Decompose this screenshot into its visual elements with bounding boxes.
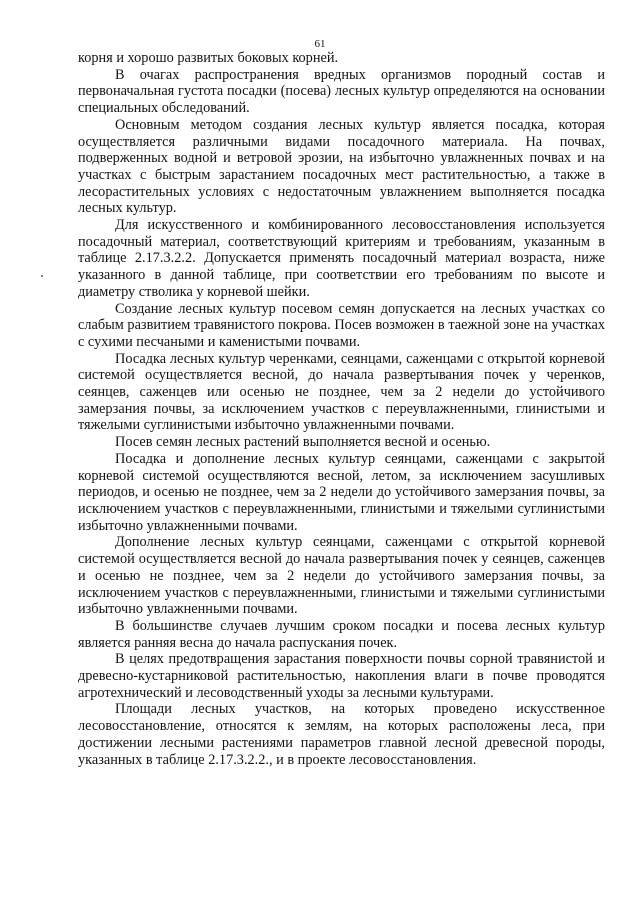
paragraph: Дополнение лесных культур сеянцами, саженцами с открытой корневой системой осуществляется весной до начала развертывания почек у сеянцев, саженцев и осенью не позднее, чем за 2 недели до устойчивого замерзания почвы, за исключением участков с переувлажненными, глинистыми и тяжелыми суглинистыми избыточно увлажненными почвами.	[78, 534, 605, 618]
paragraph: Площади лесных участков, на которых проведено искусственное лесовосстановление, относятся к землям, на которых расположены леса, при достижении лесными растениями параметров главной лесной древесной породы, указанных в таблице 2.17.3.2.2., и в проекте лесовосстановления.	[78, 701, 605, 768]
margin-mark	[41, 275, 43, 277]
paragraph: Основным методом создания лесных культур является посадка, которая осуществляется различными видами посадочного материала. На почвах, подверженных водной и ветровой эрозии, на избыточно увлажненных почвах и на участках с быстрым зарастанием посадочных мест растительностью, а также в лесорастительных условиях с недостаточным увлажнением выполняется посадка лесных культур.	[78, 116, 605, 217]
paragraph: В целях предотвращения зарастания поверхности почвы сорной травянистой и древесно-кустарниковой растительностью, накопления влаги в почве проводятся агротехнический и лесоводственный уходы за лесными культурами.	[78, 651, 605, 701]
paragraph: В очагах распространения вредных организмов породный состав и первоначальная густота посадки (посева) лесных культур определяются на основании специальных обследований.	[78, 66, 605, 117]
page-number: 61	[314, 38, 326, 50]
body-text	[78, 50, 605, 768]
paragraph-continuation: корня и хорошо развитых боковых корней.	[78, 50, 339, 66]
paragraph: В большинстве случаев лучшим сроком посадки и посева лесных культур является ранняя весна до начала распускания почек.	[78, 617, 605, 651]
paragraph: Посадка и дополнение лесных культур сеянцами, саженцами с закрытой корневой системой осуществляются весной, летом, за исключением засушливых периодов, и осенью не позднее, чем за 2 недели до устойчивого замерзания почвы, за исключением участков с переувлажненными, глинистыми и тяжелыми суглинистыми избыточно увлажненными почвами.	[78, 450, 605, 534]
paragraph: Для искусственного и комбинированного лесовосстановления используется посадочный материал, соответствующий критериям и требованиям, указанным в таблице 2.17.3.2.2. Допускается применять посадочный материал возраста, ниже указанного в данной таблице, при соответствии его требованиям по высоте и диаметру стволика у корневой шейки.	[78, 217, 605, 300]
paragraph: Посадка лесных культур черенками, сеянцами, саженцами с открытой корневой системой осуществляется весной, до начала развертывания почек у черенков, сеянцев, саженцев или осенью не позднее, чем за 2 недели до устойчивого замерзания почвы, за исключением участков с переувлажненными, глинистыми и тяжелыми суглинистыми избыточно увлажненными почвами.	[78, 350, 605, 434]
paragraph: Создание лесных культур посевом семян допускается на лесных участках со слабым развитием травянистого покрова. Посев возможен в таежной зоне на участках с сухими песчаными и каменистыми почвами.	[78, 300, 605, 350]
paragraph: Посев семян лесных растений выполняется весной и осенью.	[115, 434, 491, 451]
